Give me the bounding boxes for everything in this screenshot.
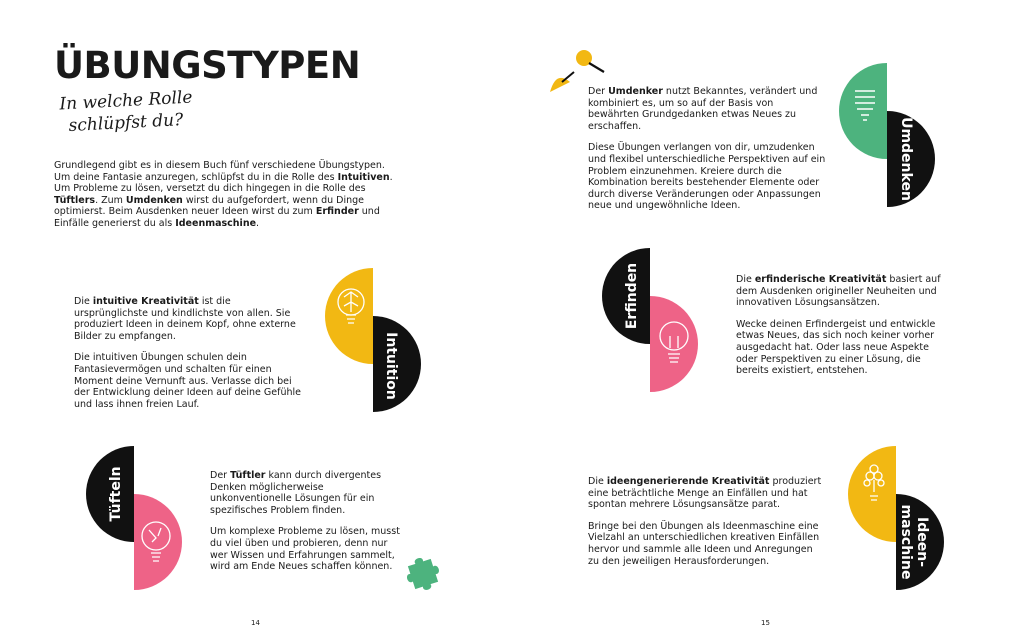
umdenker-description (588, 86, 826, 222)
erfinder-description (736, 274, 946, 387)
intro-text-2: Um deine Fantasie anzuregen, schlüpfst du in die Rolle des (54, 171, 338, 183)
erfinden-label: Erfinden (624, 262, 640, 330)
intuition-p1a: Die (74, 296, 93, 307)
page-number-right: 15 (761, 619, 770, 627)
tueftler-pink-half (134, 494, 182, 590)
umdenker-p1b: Umdenker (608, 86, 663, 97)
intro-text-1: Grundlegend gibt es in diesem Buch fünf verschiedene Übungstypen. (54, 160, 385, 171)
ideen-p2: Bringe bei den Übungen als Ideenmaschine eine Vielzahl an unterschiedlichen kreativen Einfällen hervor und sammle alle Ideen und Anregungen zu den jeweiligen Herausforderungen. (588, 520, 820, 567)
intuition-badge (325, 268, 425, 418)
erfinder-p1c: basiert auf dem Ausdenken origineller Neuheiten und innovativen Lösungsansätzen. (736, 274, 941, 309)
intro-paragraph (54, 160, 394, 230)
tueftler-p1b: Tüftler (230, 470, 266, 481)
intro-text-7: . (256, 217, 260, 229)
intuition-p1c: ist die ursprünglichste und kindlichste von allen. Sie produziert Ideen in deinem Kopf, ohne externe Bilder zu empfangen. (74, 296, 296, 342)
umdenken-label: Umdenken (898, 117, 914, 201)
intro-text-3: . Um Probleme zu lösen, versetzt du dich hingegen in die Rolle des (54, 171, 393, 195)
intuition-yellow-half (325, 268, 373, 364)
page-title: ÜBUNGSTYPEN (54, 44, 361, 87)
intro-bold-intuitiven: Intuitiven (337, 171, 390, 183)
tueftler-p2: Um komplexe Probleme zu lösen, musst du viel üben und probieren, denn nur wer Wissen und Erfahrungen sammelt, wird am Ende Neues schaffen können. (210, 526, 400, 573)
intro-bold-umdenken: Umdenken (125, 194, 183, 206)
intro-text-6: und Einfälle generierst du als (54, 206, 380, 229)
umdenken-badge (839, 63, 939, 213)
intro-text-5: wirst du aufgefordert, wenn du Dinge optimierst. Beim Ausdenken neuer Ideen wirst du zum (54, 194, 364, 218)
erfinder-p1a: Die (736, 274, 755, 285)
subtitle-line-1: In welche Rolle (58, 87, 193, 115)
tueftler-p1a: Der (210, 470, 231, 481)
umdenker-p1a: Der (588, 86, 609, 97)
erfinder-p2: Wecke deinen Erfindergeist und entwickle etwas Neues, das sich noch keiner vorher ausgedacht hat. Oder lass neue Aspekte oder Perspektiven zu einer Lösung, die bereits existiert, entstehen. (736, 318, 936, 377)
tueftler-label: Tüfteln (108, 466, 124, 522)
ideen-p1c: produziert eine beträchtliche Menge an Einfällen und hat spontan mehrere Lösungsansätze parat. (588, 476, 822, 511)
tueftler-badge (86, 446, 186, 596)
intro-text-4: . Zum (95, 194, 126, 206)
umdenker-p1c: nutzt Bekanntes, verändert und kombiniert es, um so auf der Basis von bewährten Grundgedanken etwas Neues zu erschaffen. (588, 86, 818, 132)
intuition-p2: Die intuitiven Übungen schulen dein Fantasievermögen und schalten für einen Moment deine Vernunft aus. Verlasse dich bei der Entwicklung deiner Ideen auf deine Gefühle und lass ihnen freien Lauf. (74, 352, 301, 410)
ideen-p1b: ideengenerierende Kreativität (606, 476, 770, 487)
intuition-label: Intuition (383, 332, 399, 400)
ideenmaschine-badge (848, 446, 948, 596)
intro-bold-erfinder: Erfinder (315, 206, 359, 218)
erfinden-pink-half (650, 296, 698, 392)
subtitle-handwritten (59, 87, 194, 138)
umdenker-p2: Diese Übungen verlangen von dir, umzudenken und flexibel unterschiedliche Perspektiven auf ein Problem einzunehmen. Kreiere durch die Kombination bereits bestehender Elemente oder durch diverse Veränderungen oder Anpassungen neue und ungewöhnliche Ideen. (588, 142, 826, 212)
subtitle-line-2: schlüpfst du? (68, 110, 184, 137)
ideen-yellow-half (848, 446, 896, 542)
umdenken-green-half (839, 63, 887, 159)
ideen-label-line1: Ideen- (914, 517, 930, 567)
intro-bold-tueftlers: Tüftlers (54, 194, 96, 206)
puzzle-piece-icon (403, 552, 445, 594)
tueftler-description (210, 470, 406, 583)
page-number-left: 14 (251, 619, 260, 627)
tueftler-p1c: kann durch divergentes Denken möglicherweise unkonventionelle Lösungen für ein spezifisches Problem finden. (210, 470, 382, 516)
erfinder-p1b: erfinderische Kreativität (754, 274, 887, 285)
ideen-label-line2: maschine (898, 504, 914, 580)
ideen-p1a: Die (588, 476, 607, 487)
ideen-description (588, 476, 822, 577)
intro-bold-ideenmaschine: Ideenmaschine (175, 217, 257, 229)
intuition-description (74, 296, 306, 420)
erfinden-badge (602, 248, 702, 398)
intuition-p1b: intuitive Kreativität (92, 296, 199, 307)
